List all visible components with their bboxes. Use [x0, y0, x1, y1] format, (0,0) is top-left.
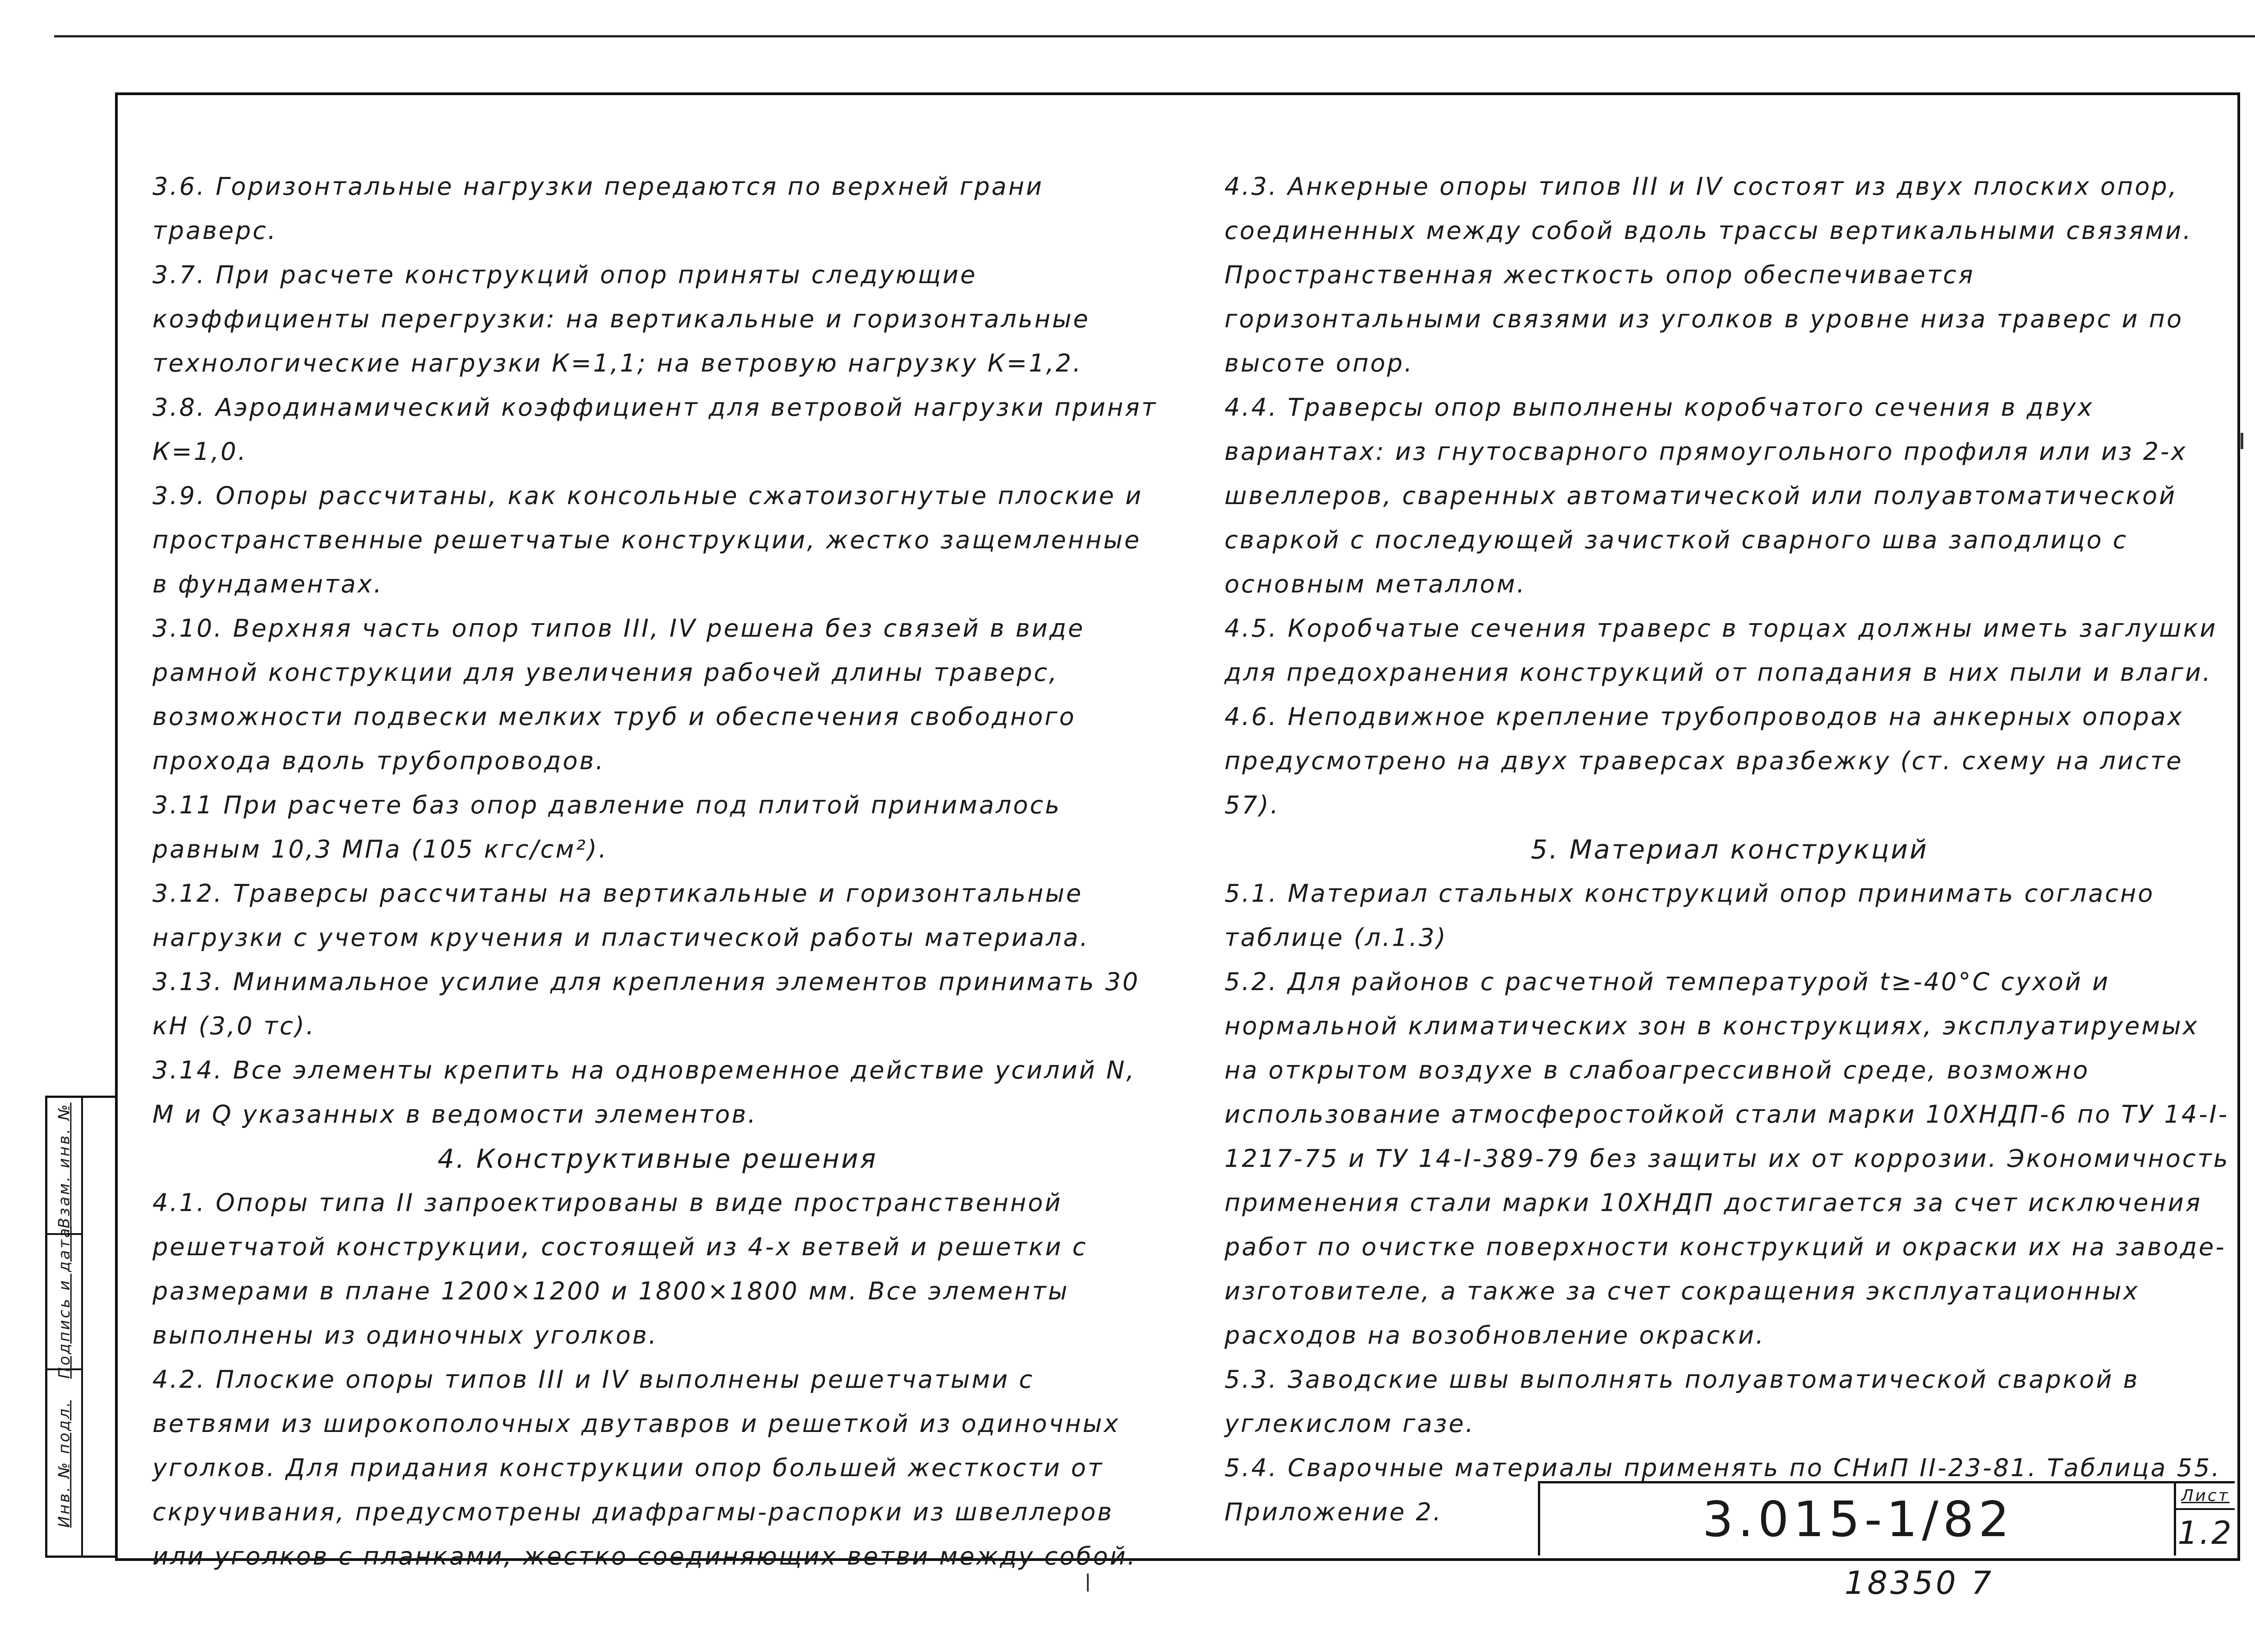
sheet-label: Лист: [2176, 1483, 2235, 1510]
clause-5-2: 5.2. Для районов с расчетной температурой t≥-40°С сухой и нормальной климатических зон в конструкциях, эксплуатируемых на открытом воздухе в слабоагрессивной среде, возможно использование атмосферостойкой стали марки 10ХНДП-6 по ТУ 14-I-1217-75 и ТУ 14-I-389-79 без защиты их от коррозии. Экономичность применения стали марки 10ХНДП достигается за счет исключения работ по очистке поверхности конструкций и окраски их на заводе-изготовителе, а также за счет сокращения эксплуатационных расходов на возобновление окраски.: [1224, 968, 2230, 1349]
side-stamp-inventory-label: Инв. № подл.: [55, 1400, 74, 1528]
section-5-heading: 5. Материал конструкций: [1531, 834, 1928, 865]
clause-3-12: 3.12. Траверсы рассчитаны на вертикальные и горизонтальные нагрузки с учетом кручения и пластической работы материала.: [152, 879, 1090, 952]
right-column: [1224, 165, 2235, 1534]
clause-3-11: 3.11 При расчете баз опор давление под плитой принималось равным 10,3 МПа (105 кгс/см²).: [152, 791, 1061, 863]
clause-3-10: 3.10. Верхняя часть опор типов III, IV решена без связей в виде рамной конструкции для увеличения рабочей длины траверс, возможности подвески мелких труб и обеспечения свободного прохода вдоль трубопроводов.: [152, 614, 1085, 775]
clause-5-3: 5.3. Заводские швы выполнять полуавтоматической сваркой в углекислом газе.: [1224, 1365, 2140, 1438]
side-stamp-cell-signature: [47, 1226, 81, 1379]
clause-5-4: 5.4. Сварочные материалы применять по СНиП II-23-81. Таблица 55. Приложение 2.: [1224, 1454, 2221, 1526]
clause-3-8: 3.8. Аэродинамический коэффициент для ветровой нагрузки принят К=1,0.: [152, 393, 1158, 466]
clause-3-13: 3.13. Минимальное усилие для крепления элементов принимать 30 кН (3,0 тс).: [152, 968, 1140, 1040]
clause-5-1: 5.1. Материал стальных конструкций опор принимать согласно таблице (л.1.3): [1224, 879, 2155, 952]
side-stamp-cell-replaced: [47, 1098, 81, 1233]
sheet-number: 1.2: [2177, 1514, 2233, 1551]
clause-4-2: 4.2. Плоские опоры типов III и IV выполнены решетчатыми с ветвями из широкополочных двутавров и решеткой из одиночных уголков. Для придания конструкции опор большей жесткости от скручивания, предусмотрены диафрагмы-распорки из швеллеров или уголков с планками, жестко соединяющих ветви между собой.: [152, 1365, 1137, 1570]
clause-3-7: 3.7. При расчете конструкций опор приняты следующие коэффициенты перегрузки: на вертикальные и горизонтальные технологические нагрузки К=1,1; на ветровую нагрузку К=1,2.: [152, 261, 1090, 377]
clause-4-6: 4.6. Неподвижное крепление трубопроводов на анкерных опорах предусмотрено на двух траверсах вразбежку (ст. схему на листе 57).: [1224, 702, 2184, 819]
document-code: 3.015-1/82: [1702, 1491, 2014, 1548]
clause-3-14: 3.14. Все элементы крепить на одновременное действие усилий N, M и Q указанных в ведомости элементов.: [152, 1056, 1136, 1129]
outer-top-line: [54, 35, 2255, 37]
side-stamp-signature-label: Подпись и дата: [55, 1226, 74, 1379]
side-stamp-replaced-label: Взам. инв. №: [55, 1102, 74, 1229]
scan-mark-right: [2241, 433, 2243, 449]
scan-mark: [1087, 1574, 1089, 1592]
side-stamp: [45, 1096, 115, 1558]
clause-3-6: 3.6. Горизонтальные нагрузки передаются по верхней грани траверс.: [152, 172, 1044, 245]
sheet-number-box: [2174, 1483, 2235, 1556]
clause-3-9: 3.9. Опоры рассчитаны, как консольные сжатоизогнутые плоские и пространственные решетчатые конструкции, жестко защемленные в фундаментах.: [152, 482, 1143, 598]
clause-4-5: 4.5. Коробчатые сечения траверс в торцах должны иметь заглушки для предохранения конструкций от попадания в них пыли и влаги.: [1224, 614, 2218, 687]
title-block: [1538, 1481, 2235, 1556]
clause-4-4: 4.4. Траверсы опор выполнены коробчатого сечения в двух вариантах: из гнутосварного прямоугольного профиля или из 2-х швеллеров, сваренных автоматической или полуавтоматической сваркой с последующей зачисткой сварного шва заподлицо с основным металлом.: [1224, 393, 2187, 598]
clause-4-3: 4.3. Анкерные опоры типов III и IV состоят из двух плоских опор, соединенных между собой вдоль трассы вертикальными связями. Пространственная жесткость опор обеспечивается горизонтальными связями из уголков в уровне низа траверс и по высоте опор.: [1224, 172, 2193, 377]
inventory-number: 18350 7: [1845, 1565, 1994, 1602]
section-4-heading: 4. Конструктивные решения: [437, 1143, 878, 1174]
clause-4-1: 4.1. Опоры типа II запроектированы в виде пространственной решетчатой конструкции, состоящей из 4-х ветвей и решетки с размерами в плане 1200×1200 и 1800×1800 мм. Все элементы выполнены из одиночных уголков.: [152, 1189, 1088, 1349]
side-stamp-cell-inventory: [47, 1368, 81, 1557]
left-column: [152, 165, 1163, 1579]
